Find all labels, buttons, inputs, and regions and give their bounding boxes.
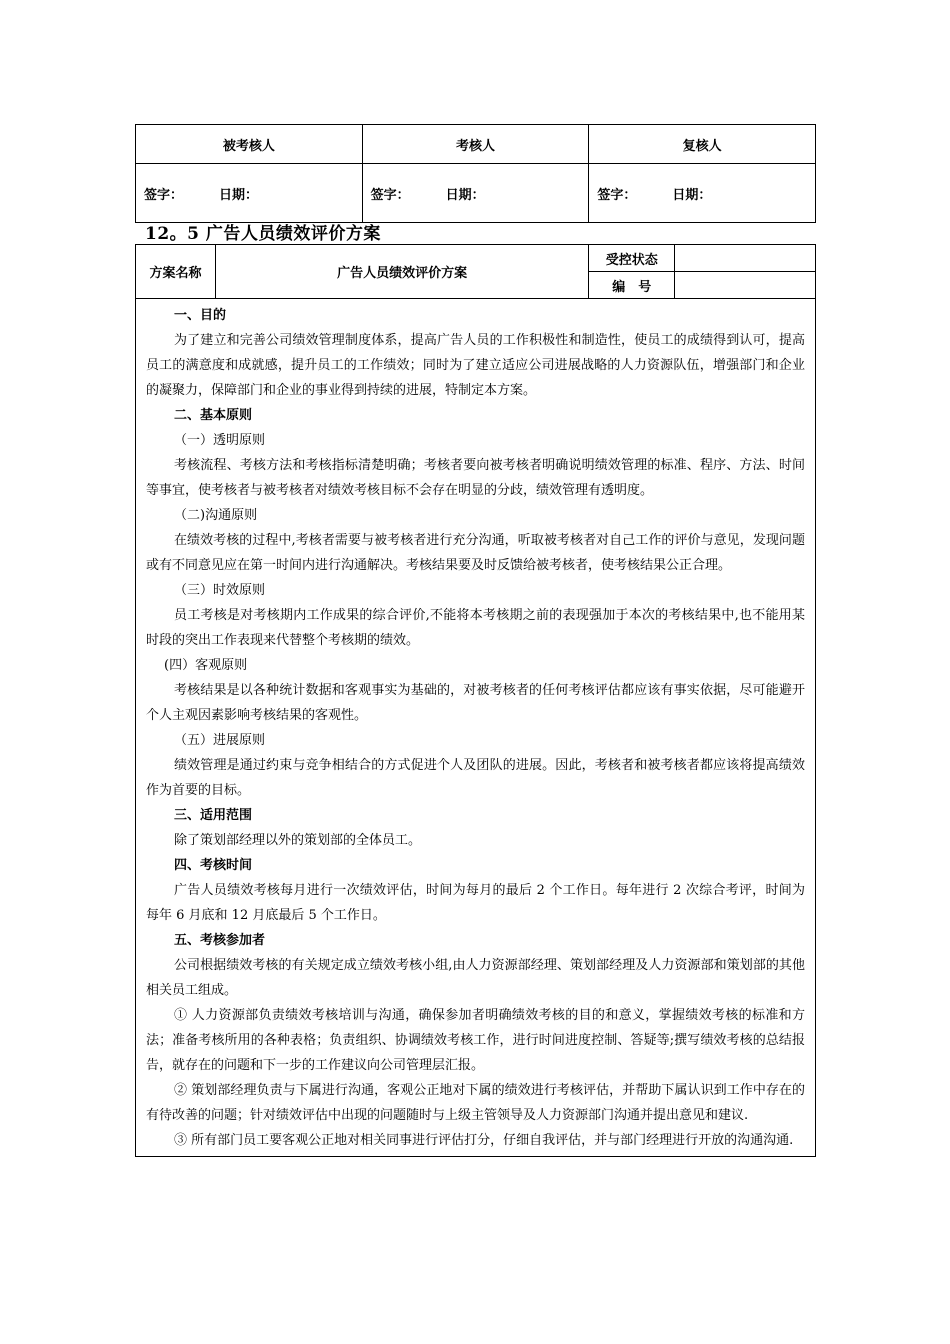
signature-header-row bbox=[136, 125, 816, 164]
plan-name-value: 广告人员绩效评价方案 bbox=[215, 245, 588, 299]
date-label: 日期： bbox=[219, 187, 259, 203]
date-label: 日期： bbox=[445, 187, 485, 203]
control-status-value[interactable] bbox=[675, 245, 816, 272]
section-heading: 三、适用范围 bbox=[174, 808, 253, 823]
principle-title: （三）时效原则 bbox=[174, 583, 266, 598]
principle-title: （一）透明原则 bbox=[174, 433, 266, 448]
reviewee-header: 被考核人 bbox=[136, 125, 363, 164]
list-item: ③ 所有部门员工要客观公正地对相关同事进行评估打分，仔细自我评估，并与部门经理进行开放的沟通沟通. bbox=[174, 1133, 794, 1148]
signature-row bbox=[136, 164, 816, 223]
list-item: ② 策划部经理负责与下属进行沟通，客观公正地对下属的绩效进行考核评估，并帮助下属认识到工作中存在的有待改善的问题；针对绩效评估中出现的问题随时与上级主管领导及人力资源部门沟通并提出意见和建议. bbox=[146, 1083, 805, 1123]
principle-title: （五）进展原则 bbox=[174, 733, 266, 748]
section-heading: 二、基本原则 bbox=[174, 408, 253, 423]
reviewer-header: 考核人 bbox=[362, 125, 589, 164]
principle-title: (四）客观原则 bbox=[164, 658, 248, 673]
paragraph: 考核流程、考核方法和考核指标清楚明确；考核者要向被考核者明确说明绩效管理的标准、程序、方法、时间等事宜，使考核者与被考核者对绩效考核目标不会存在明显的分歧，绩效管理有透明度。 bbox=[146, 458, 805, 498]
plan-table bbox=[135, 244, 816, 1157]
section-heading: 五、考核参加者 bbox=[174, 933, 266, 948]
plan-content bbox=[136, 299, 816, 1157]
reviewee-signature-cell[interactable] bbox=[136, 164, 363, 223]
sign-label: 签字： bbox=[597, 187, 637, 203]
sign-label: 签字： bbox=[144, 187, 184, 203]
date-label: 日期： bbox=[672, 187, 712, 203]
number-value[interactable] bbox=[675, 272, 816, 299]
section-heading: 一、目的 bbox=[174, 308, 227, 323]
control-status-label: 受控状态 bbox=[589, 245, 675, 272]
list-item: ① 人力资源部负责绩效考核培训与沟通，确保参加者明确绩效考核的目的和意义，掌握绩效考核的标准和方法；准备考核所用的各种表格；负责组织、协调绩效考核工作，进行时间进度控制、答疑等;撰写绩效考核的总结报告，就存在的问题和下一步的工作建议向公司管理层汇报。 bbox=[146, 1008, 805, 1073]
paragraph: 为了建立和完善公司绩效管理制度体系，提高广告人员的工作积极性和制造性，使员工的成绩得到认可，提高员工的满意度和成就感，提升员工的工作绩效；同时为了建立适应公司进展战略的人力资源队伍，增强部门和企业的凝聚力，保障部门和企业的事业得到持续的进展，特制定本方案。 bbox=[146, 333, 805, 398]
rechecker-header: 复核人 bbox=[589, 125, 816, 164]
section-title: 12。5 广告人员绩效评价方案 bbox=[145, 224, 381, 244]
paragraph: 公司根据绩效考核的有关规定成立绩效考核小组,由人力资源部经理、策划部经理及人力资源部和策划部的其他相关员工组成。 bbox=[146, 958, 805, 998]
paragraph: 除了策划部经理以外的策划部的全体员工。 bbox=[174, 833, 422, 848]
principle-title: （二)沟通原则 bbox=[174, 508, 258, 523]
rechecker-signature-cell[interactable] bbox=[589, 164, 816, 223]
paragraph: 绩效管理是通过约束与竞争相结合的方式促进个人及团队的进展。因此，考核者和被考核者都应该将提高绩效作为首要的目标。 bbox=[146, 758, 805, 798]
paragraph: 广告人员绩效考核每月进行一次绩效评估，时间为每月的最后 2 个工作日。每年进行 2 次综合考评，时间为每年 6 月底和 12 月底最后 5 个工作日。 bbox=[146, 883, 805, 923]
paragraph: 员工考核是对考核期内工作成果的综合评价,不能将本考核期之前的表现强加于本次的考核结果中,也不能用某时段的突出工作表现来代替整个考核期的绩效。 bbox=[146, 608, 805, 648]
paragraph: 考核结果是以各种统计数据和客观事实为基础的，对被考核者的任何考核评估都应该有事实依据，尽可能避开个人主观因素影响考核结果的客观性。 bbox=[146, 683, 805, 723]
section-heading: 四、考核时间 bbox=[174, 858, 253, 873]
plan-content-row bbox=[136, 299, 816, 1157]
plan-name-label: 方案名称 bbox=[136, 245, 216, 299]
signature-table bbox=[135, 124, 816, 223]
number-label: 编 号 bbox=[589, 272, 675, 299]
reviewer-signature-cell[interactable] bbox=[362, 164, 589, 223]
sign-label: 签字： bbox=[370, 187, 410, 203]
plan-header-row bbox=[136, 245, 816, 272]
paragraph: 在绩效考核的过程中,考核者需要与被考核者进行充分沟通，听取被考核者对自己工作的评价与意见，发现问题或有不同意见应在第一时间内进行沟通解决。考核结果要及时反馈给被考核者，使考核结果公正合理。 bbox=[146, 533, 805, 573]
